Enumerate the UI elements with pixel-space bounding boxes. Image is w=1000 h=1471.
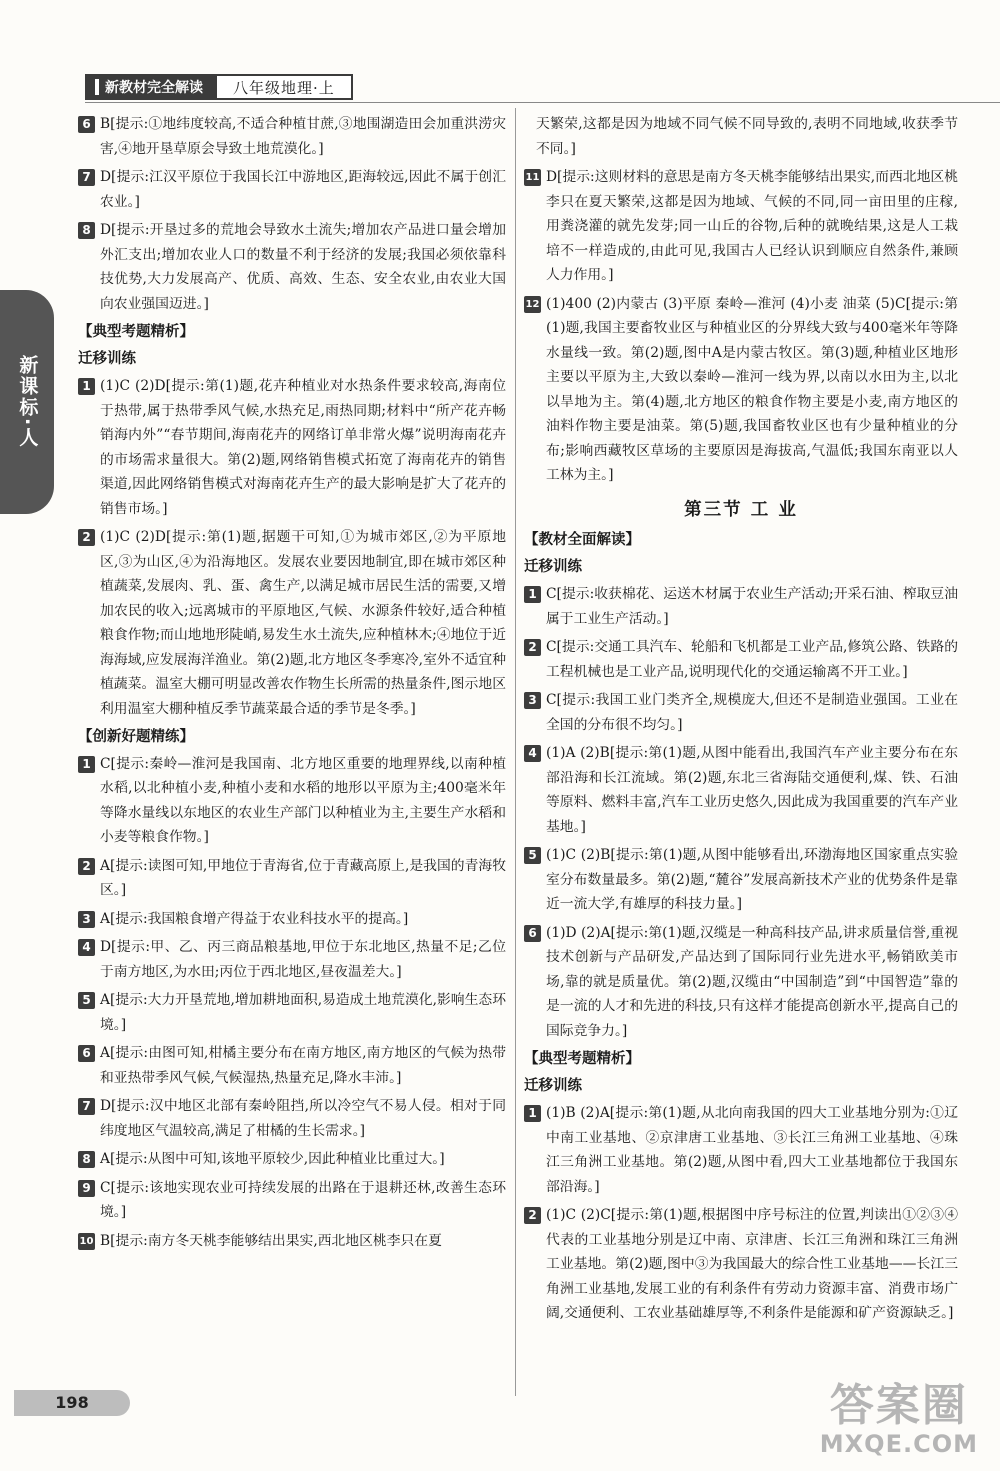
answer-text: (1)C (2)D[提示:第(1)题,花卉种植业对水热条件要求较高,海南位于热带,属于热带季风气候,水热充足,雨热同期;材料中“所产花卉畅销海内外”“春节期间,海南花卉的网络订单非常火爆”说明海南花卉的市场需求量很大。第(2)题,网络销售模式拓宽了海南花卉的销售渠道,因此网络销售模式对海南花卉生产的最大影响是扩大了花卉的销售市场。] [100,378,506,517]
question-number: 6 [78,1045,95,1062]
question-number: 12 [524,296,541,313]
answer-entry [78,218,506,316]
header-rule [85,102,1000,103]
answer-text: B[提示:①地纬度较高,不适合种植甘蔗,③地围湖造田会加重洪涝灾害,④地开垦草原会导致土地荒漠化。] [100,116,506,157]
answer-text: A[提示:我国粮食增产得益于农业科技水平的提高。] [100,910,409,927]
question-number: 2 [78,858,95,875]
question-number: 3 [524,692,541,709]
section-heading: 【典型考题精析】 [78,324,194,340]
right-column [524,112,958,1330]
answer-entry [524,1101,958,1199]
answer-entry [78,1176,506,1225]
answer-entry [524,921,958,1044]
answer-entry [78,525,506,721]
subsection-heading: 迁移训练 [524,558,582,575]
answer-entry [78,907,506,932]
question-number: 8 [78,1151,95,1168]
answer-text: (1)C (2)D[提示:第(1)题,据题干可知,①为城市郊区,②为平原地区,③为山区,④为沿海地区。发展农业要因地制宜,即在城市郊区种植蔬菜,发展肉、乳、蛋、禽生产,以满足城市居民生活的需要,又增加农民的收入;远离城市的平原地区,气候、水源条件较好,适合种植粮食作物;而山地地形陡峭,易发生水土流失,应种植林木;④地位于近海海域,应发展海洋渔业。第(2)题,北方地区冬季寒冷,室外不适宜种植蔬菜。温室大棚可明显改善农作物生长所需的热量条件,图示地区利用温室大棚种植反季节蔬菜最合适的季节是冬季。] [100,529,506,717]
answer-entry [78,1094,506,1143]
question-number: 2 [524,639,541,656]
question-number: 10 [78,1233,95,1250]
answer-text: C[提示:收获棉花、运送木材属于农业生产活动;开采石油、榨取豆油属于工业生产活动。] [546,586,958,627]
answer-entry [524,843,958,917]
series-title: 新教材完全解读 [85,74,217,100]
watermark [820,1382,978,1458]
question-number: 4 [524,745,541,762]
section-heading: 【创新好题精练】 [78,729,194,745]
book-title: 八年级地理·上 [217,74,353,100]
answer-entry [78,112,506,161]
answer-text: D[提示:汉中地区北部有秦岭阻挡,所以冷空气不易人侵。相对于同纬度地区气温较高,满足了柑橘的生长需求。] [100,1098,506,1139]
answer-text: C[提示:该地实现农业可持续发展的出路在于退耕还林,改善生态环境。] [100,1179,506,1220]
answer-entry [78,1229,506,1254]
answer-text: C[提示:我国工业门类齐全,规模庞大,但还不是制造业强国。工业在全国的分布很不均匀。] [546,692,958,733]
answer-entry [78,988,506,1037]
answer-continuation: 天繁荣,这都是因为地域不同气候不同导致的,表明不同地域,收获季节不同。] [536,116,958,157]
answer-text: (1)B (2)A[提示:第(1)题,从北向南我国的四大工业基地分别为:①辽中南工业基地、②京津唐工业基地、③长江三角洲工业基地、④珠江三角洲工业基地。第(2)题,从图中看,四大工业基地都位于我国东部沿海。] [546,1105,958,1195]
left-column [78,112,506,1257]
answer-entry [78,374,506,521]
question-number: 8 [78,222,95,239]
question-number: 1 [524,586,541,603]
question-number: 9 [78,1180,95,1197]
answer-text: A[提示:读图可知,甲地位于青海省,位于青藏高原上,是我国的青海牧区。] [100,857,506,898]
answer-text: (1)400 (2)内蒙古 (3)平原 秦岭—淮河 (4)小麦 油菜 (5)C[提示:第(1)题,我国主要畜牧业区与种植业区的分界线大致与400毫米年等降水量线一致。第(2)题,图中A是内蒙古牧区。第(3)题,种植业区地形主要以平原为主,大致以秦岭—淮河一线为界,以南以水田为主,以北以旱地为主。第(4)题,北方地区的粮食作物主要是小麦,南方地区的油料作物主要是油菜。第(5)题,我国畜牧业区也有少量种植业的分布;影响西藏牧区草场的主要原因是海拔高,气温低;我国东南亚以人工林为主。] [546,295,958,483]
answer-entry [524,292,958,488]
answer-entry [524,582,958,631]
answer-text: (1)C (2)C[提示:第(1)题,根据图中序号标注的位置,判读出①②③④代表的工业基地分别是辽中南、京津唐、长江三角洲和珠江三角洲工业基地。第(2)题,图中③为我国最大的综合性工业基地——长江三角洲工业基地,发展工业的有利条件有劳动力资源丰富、消费市场广阔,交通便利、工农业基础雄厚等,不利条件是能源和矿产资源缺乏。] [546,1207,958,1321]
answer-entry [78,1147,506,1172]
question-number: 6 [78,116,95,133]
subsection-heading: 迁移训练 [78,350,136,367]
answer-entry [78,935,506,984]
question-number: 2 [524,1207,541,1224]
subsection-heading: 迁移训练 [524,1077,582,1094]
question-number: 5 [524,847,541,864]
answer-entry [524,165,958,288]
question-number: 7 [78,1098,95,1115]
answer-text: B[提示:南方冬天桃李能够结出果实,西北地区桃李只在夏 [100,1232,442,1249]
question-number: 11 [524,169,541,186]
answer-entry [524,741,958,839]
question-number: 3 [78,911,95,928]
answer-entry [78,752,506,850]
answer-text: C[提示:秦岭—淮河是我国南、北方地区重要的地理界线,以南种植水稻,以北种植小麦,种植小麦和水稻的地形以平原为主;400毫米年等降水量线以东地区的农业生产部门以种植业为主,主要生产水稻和小麦等粮食作物。] [100,755,506,845]
answer-text: D[提示:这则材料的意思是南方冬天桃李能够结出果实,而西北地区桃李只在夏天繁荣,这都是因为地域、气候的不同,同一亩田里的庄稼,用粪浇灌的就先发芽;同一山丘的谷物,后种的就晚结果,这是人工栽培不一样造成的,由此可见,我国古人已经认识到顺应自然条件,兼顾人力作用。] [546,169,958,283]
answer-text: (1)D (2)A[提示:第(1)题,汉缆是一种高科技产品,讲求质量信誉,重视技术创新与产品研发,产品达到了国际同行业先进水平,畅销欧美市场,靠的就是质量优。第(2)题,汉缆由“中国制造”到“中国智造”靠的是一流的人才和先进的科技,只有这样才能提高创新水平,提高自己的国际竞争力。] [546,924,958,1039]
answer-entry [524,635,958,684]
watermark-logo: 答案圈 [829,1380,968,1431]
section-title: 第三节 工 业 [684,499,798,520]
answer-entry [524,688,958,737]
answer-text: (1)A (2)B[提示:第(1)题,从图中能看出,我国汽车产业主要分布在东部沿海和长江流域。第(2)题,东北三省海陆交通便利,煤、铁、石油等原料、燃料丰富,汽车工业历史悠久,因此成为我国重要的汽车产业基地。] [546,745,958,835]
answer-text: A[提示:大力开垦荒地,增加耕地面积,易造成土地荒漠化,影响生态环境。] [100,992,506,1033]
question-number: 6 [524,925,541,942]
side-tab-label: 新课标·人 [16,355,39,449]
question-number: 1 [524,1105,541,1122]
running-header [85,74,353,100]
answer-text: A[提示:由图可知,柑橘主要分布在南方地区,南方地区的气候为热带和亚热带季风气候,气候湿热,热量充足,降水丰沛。] [100,1045,506,1086]
answer-entry [78,1041,506,1090]
answer-text: D[提示:江汉平原位于我国长江中游地区,距海较远,因此不属于创汇农业。] [100,169,506,210]
section-heading: 【典型考题精析】 [524,1051,640,1067]
question-number: 5 [78,992,95,1009]
question-number: 7 [78,169,95,186]
answer-text: D[提示:开垦过多的荒地会导致水土流失;增加农产品进口量会增加外汇支出;增加农业人口的数量不利于经济的发展;我国必须依靠科技优势,大力发展高产、优质、高效、生态、安全农业,由农业大国向农业强国迈进。] [100,222,506,312]
watermark-url: MXQE.COM [819,1430,978,1458]
answer-text: D[提示:甲、乙、丙三商品粮基地,甲位于东北地区,热量不足;乙位于南方地区,为水田;丙位于西北地区,昼夜温差大。] [100,939,506,980]
question-number: 1 [78,378,95,395]
answer-entry [78,165,506,214]
question-number: 2 [78,529,95,546]
page-number: 198 [14,1390,130,1416]
column-divider [515,108,516,1396]
answer-text: (1)C (2)B[提示:第(1)题,从图中能够看出,环渤海地区国家重点实验室分布数量最多。第(2)题,“麓谷”发展高新技术产业的优势条件是靠近一流大学,有雄厚的科技力量。] [546,847,958,912]
answer-entry [524,1203,958,1326]
side-tab [0,290,54,514]
question-number: 1 [78,756,95,773]
answer-text: A[提示:从图中可知,该地平原较少,因此种植业比重过大。] [100,1151,445,1167]
question-number: 4 [78,939,95,956]
answer-text: C[提示:交通工具汽车、轮船和飞机都是工业产品,修筑公路、铁路的工程机械也是工业产品,说明现代化的交通运输离不开工业。] [546,639,958,680]
section-heading: 【教材全面解读】 [524,532,640,548]
answer-entry [78,854,506,903]
